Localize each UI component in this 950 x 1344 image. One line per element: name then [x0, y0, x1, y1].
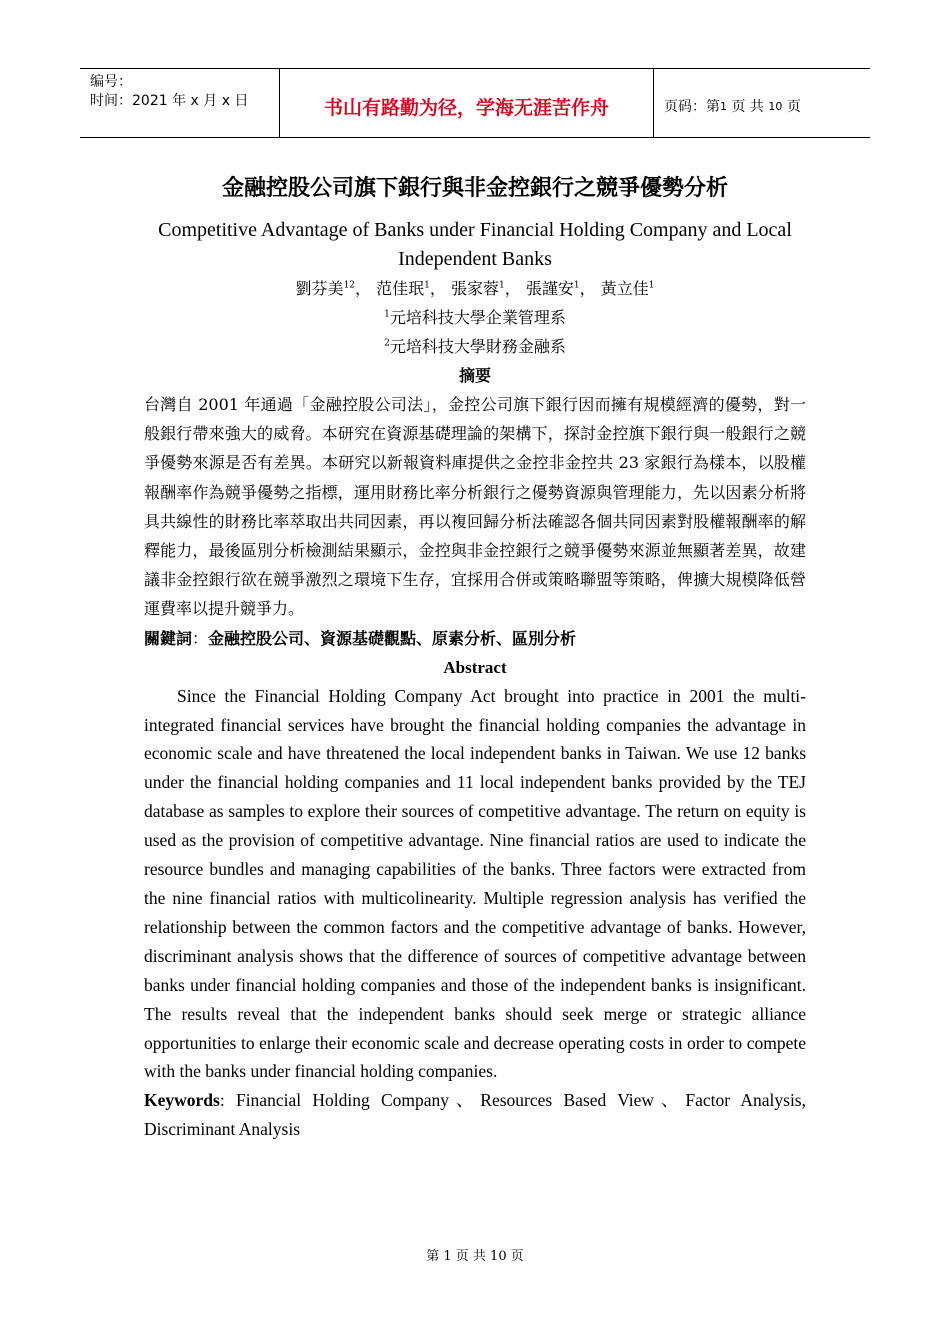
affiliation: $^1$元培科技大學企業管理系: [384, 308, 566, 327]
keywords-en: Keywords: Financial Holding Company、Resources Based View、Factor Analysis, Discriminant Analysis: [144, 1090, 806, 1140]
author: 劉芬美$^{12}$，: [295, 279, 372, 298]
abstract-en-body: Since the Financial Holding Company Act brought into practice in 2001 the multi-integrated financial services have brought the financial holding companies the advantage in economic scale and have threatened the local independent banks in Taiwan. We use 12 banks under the financial holding companies and 11 local independent banks provided by the TEJ database as samples to explore their sources of competitive advantage. The return on equity is used as the provision of competitive advantage. Nine financial ratios are used to indicate the resource bundles and managing capabilities of the banks. Three factors were extracted from the nine financial ratios with multicolinearity. Multiple regression analysis has verified the relationship between the common factors and the competitive advantage of banks. However, discriminant analysis shows that the difference of sources of competitive advantage between banks under financial holding companies and those of the independent banks is insignificant. The results reveal that the independent banks should seek merge or strategic alliance opportunities to enlarge their economic scale and decrease operating costs in order to compete with the banks under financial holding companies.: [144, 685, 806, 1082]
abstract-en-heading: Abstract: [443, 657, 507, 677]
header-meta: [80, 69, 280, 137]
date-label: 时间：2021 年 x 月 x 日: [90, 93, 249, 109]
abstract-zh-body: 台灣自 2001 年通過「金融控股公司法」，金控公司旗下銀行因而擁有規模經濟的優勢，對一般銀行帶來強大的威脅。本研究在資源基礎理論的架構下，探討金控旗下銀行與一般銀行之競爭優勢來源是否有差異。本研究以新報資料庫提供之金控非金控共 23 家銀行為樣本，以股權報酬率作為競爭優勢之指標，運用財務比率分析銀行之優勢資源與管理能力，先以因素分析將具共線性的財務比率萃取出共同因素，再以複回歸分析法確認各個共同因素對股權報酬率的解釋能力，最後區別分析檢測結果顯示，金控與非金控銀行之競爭優勢來源並無顯著差異，故建議非金控銀行欲在競爭激烈之環境下生存，宜採用合併或策略聯盟等策略，俾擴大規模降低營運費率以提升競爭力。: [144, 395, 806, 619]
author: 范佳珉$^1$，: [376, 279, 446, 298]
page-header: [80, 68, 870, 138]
header-page-info: 页码：第 1 页 共 10 页: [664, 99, 801, 115]
title-chinese: 金融控股公司旗下銀行與非金控銀行之競爭優勢分析: [221, 175, 728, 201]
paper-content: [144, 168, 806, 1144]
affiliation: $^2$元培科技大學財務金融系: [384, 337, 566, 356]
author: 張謹安$^1$，: [525, 279, 596, 298]
author-list: [144, 274, 806, 303]
header-motto: 书山有路勤为径，学海无涯苦作舟: [280, 69, 654, 137]
author: 黃立佳$^1$: [600, 279, 655, 298]
abstract-zh-heading: 摘要: [458, 366, 491, 385]
keywords-zh: 關鍵詞：金融控股公司、資源基礎觀點、原素分析、區別分析: [144, 628, 577, 648]
author: 張家蓉$^1$，: [450, 279, 521, 298]
number-label: 编号：: [90, 74, 132, 90]
page-footer: 第 1 页 共 10 页: [426, 1249, 524, 1264]
title-english: Competitive Advantage of Banks under Financial Holding Company and Local Independent Banks: [158, 219, 792, 270]
